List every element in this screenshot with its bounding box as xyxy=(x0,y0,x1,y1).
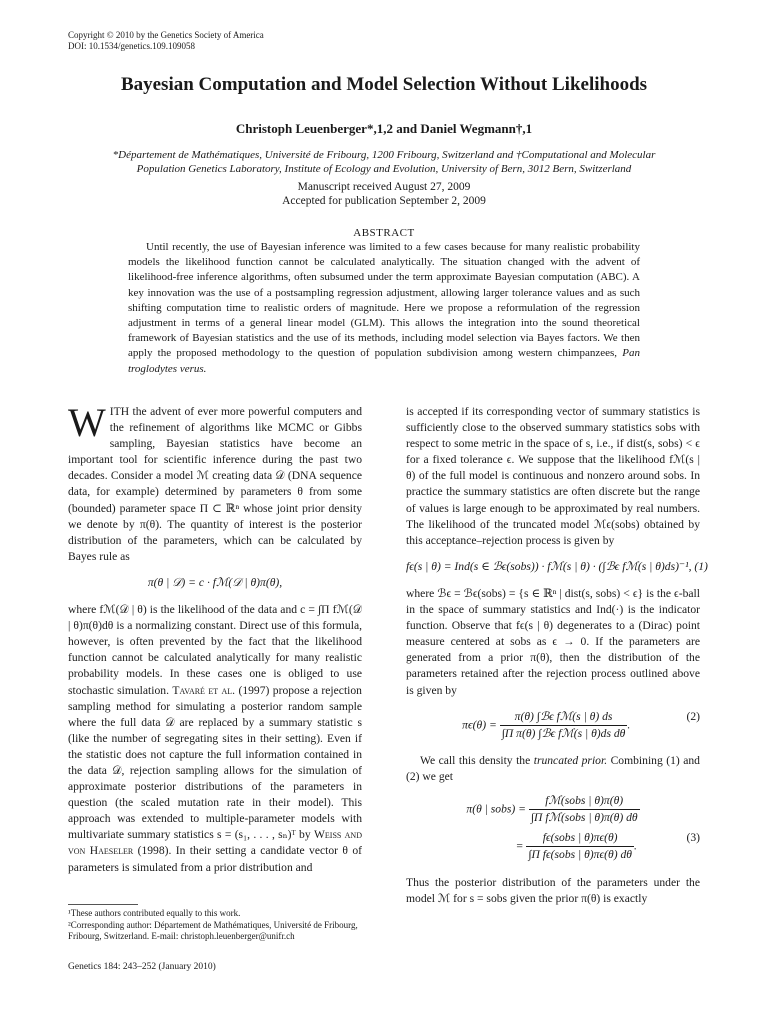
equation-1 xyxy=(406,559,708,575)
body-paragraph-3 xyxy=(406,753,700,785)
abstract-species: Pan troglodytes verus. xyxy=(128,347,640,375)
citation-tavare: Tavaré et al. xyxy=(172,683,236,697)
equation-3-lhs: π(θ | sobs) = xyxy=(466,802,526,816)
equation-3a-denominator: ∫Π fℳ(sobs | θ)π(θ) dθ xyxy=(530,811,638,825)
intro-text-1: ITH the advent of ever more powerful computers and the refinement of algorithms like MCMC or Gibbs sampling, Bayesian statistics have become an important tool for scientific inference during the past two decades. Consider a model ℳ creating data 𝒟 (DNA sequence data, for example) determined by parameters θ from some (bounded) parameter space Π ⊂ ℝⁿ whose joint prior density we denote by π(θ). The quantity of interest is the posterior distribution of the parameters, which can be calculated by Bayes rule as xyxy=(68,405,362,563)
equation-bayes-rule: π(θ | 𝒟) = c · fℳ(𝒟 | θ)π(θ), xyxy=(147,575,283,589)
footnote-divider xyxy=(68,904,138,905)
equation-1-body: fϵ(s | θ) = Ind(s ∈ ℬϵ(sobs)) · fℳ(s | θ) · (∫ℬϵ fℳ(s | θ)ds)⁻¹ xyxy=(406,559,689,573)
journal-footer: Genetics 184: 243–252 (January 2010) xyxy=(68,962,216,972)
right-column xyxy=(406,404,708,908)
equation-2-fraction xyxy=(500,709,628,742)
accepted-date: Accepted for publication September 2, 2009 xyxy=(282,195,486,207)
footnote-2: ²Corresponding author: Département de Mathématiques, Université de Fribourg, Fribourg, Switzerland. E-mail: christoph.leuenberger@unifr.ch xyxy=(68,919,358,941)
left-column xyxy=(68,400,363,876)
equation-2: (2) πϵ(θ) = $\frac{\text{π(θ) ∫ℬϵ fℳ(s | θ) ds}}{\text{∫Π π(θ) ∫ℬϵ fℳ(s | θ)ds dθ}}$ . xyxy=(406,709,700,742)
intro-paragraph-2 xyxy=(68,602,362,876)
equation-3b-denominator: ∫Π fϵ(sobs | θ)πϵ(θ) dθ xyxy=(528,848,632,862)
received-date: Manuscript received August 27, 2009 xyxy=(297,181,471,193)
equation-3-fraction-a xyxy=(529,793,640,826)
equation-3 xyxy=(406,793,700,826)
abstract-heading: ABSTRACT xyxy=(353,227,415,239)
author-list: Christoph Leuenberger*,1,2 and Daniel Wegmann†,1 xyxy=(235,121,533,136)
abstract-body xyxy=(128,240,640,377)
body-paragraph-2: where ℬϵ = ℬϵ(sobs) = {s ∈ ℝⁿ | dist(s, sobs) < ϵ} is the ϵ-ball in the space of summary statistics and Ind(·) is the indicator function. Observe that fϵ(s | θ) degenerates to a (Dirac) point measure centered at sobs as ϵ → 0. If the parameters are generated from a prior π(θ), then the distribution of the parameters retained after the rejection process outlined above is given by xyxy=(406,586,700,697)
body-text-3a: We call this density the xyxy=(420,753,534,767)
equation-3-number: (3) xyxy=(686,831,700,845)
equation-3-equals: = xyxy=(515,839,524,853)
equation-3-second-line: (3) = $\frac{\text{fϵ(sobs | θ)πϵ(θ)}}{\text{∫Π fϵ(sobs | θ)πϵ(θ) dθ}}$ . xyxy=(466,830,700,863)
manuscript-dates xyxy=(0,180,768,208)
equation-3b-numerator: fϵ(sobs | θ)πϵ(θ) xyxy=(526,830,634,847)
footnotes xyxy=(68,908,368,943)
affiliations: *Département de Mathématiques, Université de Fribourg, 1200 Fribourg, Switzerland and †Computational and Molecular Population Genetics Laboratory, Institute of Ecology and Evolution, University of Bern, 3012 Bern, Switzerland xyxy=(112,149,656,175)
copyright-block xyxy=(68,30,264,52)
intro-text-2c: (1998). In their setting a candidate vector θ of parameters is simulated from a prior distribution and xyxy=(68,844,363,874)
body-paragraph-1: is accepted if its corresponding vector of summary statistics is sufficiently close to the observed summary statistics sobs with respect to some metric in the space of s, i.e., if dist(s, sobs) < ϵ for a fixed tolerance ϵ. We suppose that the likelihood fℳ(s | θ) of the full model is continuous and nonzero around sobs. In practice the summary statistics are often discrete but the range of values is large enough to be approximated by real numbers. The likelihood of the truncated model ℳϵ(sobs) obtained by this acceptance–rejection process is given by xyxy=(406,405,700,547)
copyright-line: Copyright © 2010 by the Genetics Society of America xyxy=(68,30,264,40)
footnote-1: ¹These authors contributed equally to this work. xyxy=(68,908,241,918)
body-paragraph-4: Thus the posterior distribution of the parameters under the model ℳ for s = sobs given the prior π(θ) is exactly xyxy=(406,876,700,906)
citation-weiss: Weiss and von Haeseler xyxy=(68,828,362,858)
equation-2-lhs: πϵ(θ) = xyxy=(462,717,497,731)
equation-1-number: , (1) xyxy=(688,559,708,573)
doi-line: DOI: 10.1534/genetics.109.109058 xyxy=(68,41,195,51)
intro-paragraph-1 xyxy=(68,400,362,565)
equation-2-number: (2) xyxy=(686,709,700,723)
equation-3-fraction-b xyxy=(526,830,634,863)
equation-2-denominator: ∫Π π(θ) ∫ℬϵ fℳ(s | θ)ds dθ xyxy=(501,726,626,740)
body-text-3b: Combining (1) and (2) we get xyxy=(406,753,700,783)
intro-text-2a: where fℳ(𝒟 | θ) is the likelihood of the data and c = ∫Π fℳ(𝒟 | θ)π(θ)dθ is a normalizing constant. Direct use of this formula, however, is often prevented by the fact that the likelihood function cannot be calculated analytically for many realistic probability models. In these cases one is obliged to use stochastic simulation. xyxy=(68,603,362,697)
drop-cap: W xyxy=(68,400,106,445)
equation-3a-numerator: fℳ(sobs | θ)π(θ) xyxy=(529,793,640,810)
equation-2-numerator: π(θ) ∫ℬϵ fℳ(s | θ) ds xyxy=(500,709,628,726)
intro-text-2b: (1997) propose a rejection sampling method for simulating a posterior random sample where the full data 𝒟 are replaced by a summary statistic s (like the number of segregating sites in their setting). Even if the statistic does not capture the full information contained in the data 𝒟, rejection sampling allows for the simulation of approximate posterior distributions of the parameters in question (the scaled mutation rate in their model). This approach was extended to multiple-parameter models with multivariate summary statistics s = (s₁, . . . , sₙ)ᵀ by xyxy=(68,683,362,842)
term-truncated-prior: truncated prior. xyxy=(533,753,608,767)
abstract-text: Until recently, the use of Bayesian inference was limited to a few cases because for many realistic probability models the likelihood function cannot be calculated analytically. The situation changed with the advent of likelihood-free inference algorithms, often subsumed under the term approximate Bayesian computation (ABC). A key innovation was the use of a postsampling regression adjustment, allowing larger tolerance values and as such shifting computation time to realistic orders of magnitude. Here we propose a reformulation of the regression adjustment in terms of a general linear model (GLM). This allows the integration into the sound theoretical framework of Bayesian statistics and the use of its methods, including model selection via Bayes factors. We then apply the proposed methodology to the question of population subdivision among western chimpanzees, xyxy=(128,241,640,360)
paper-title: Bayesian Computation and Model Selection Without Likelihoods xyxy=(120,74,648,95)
